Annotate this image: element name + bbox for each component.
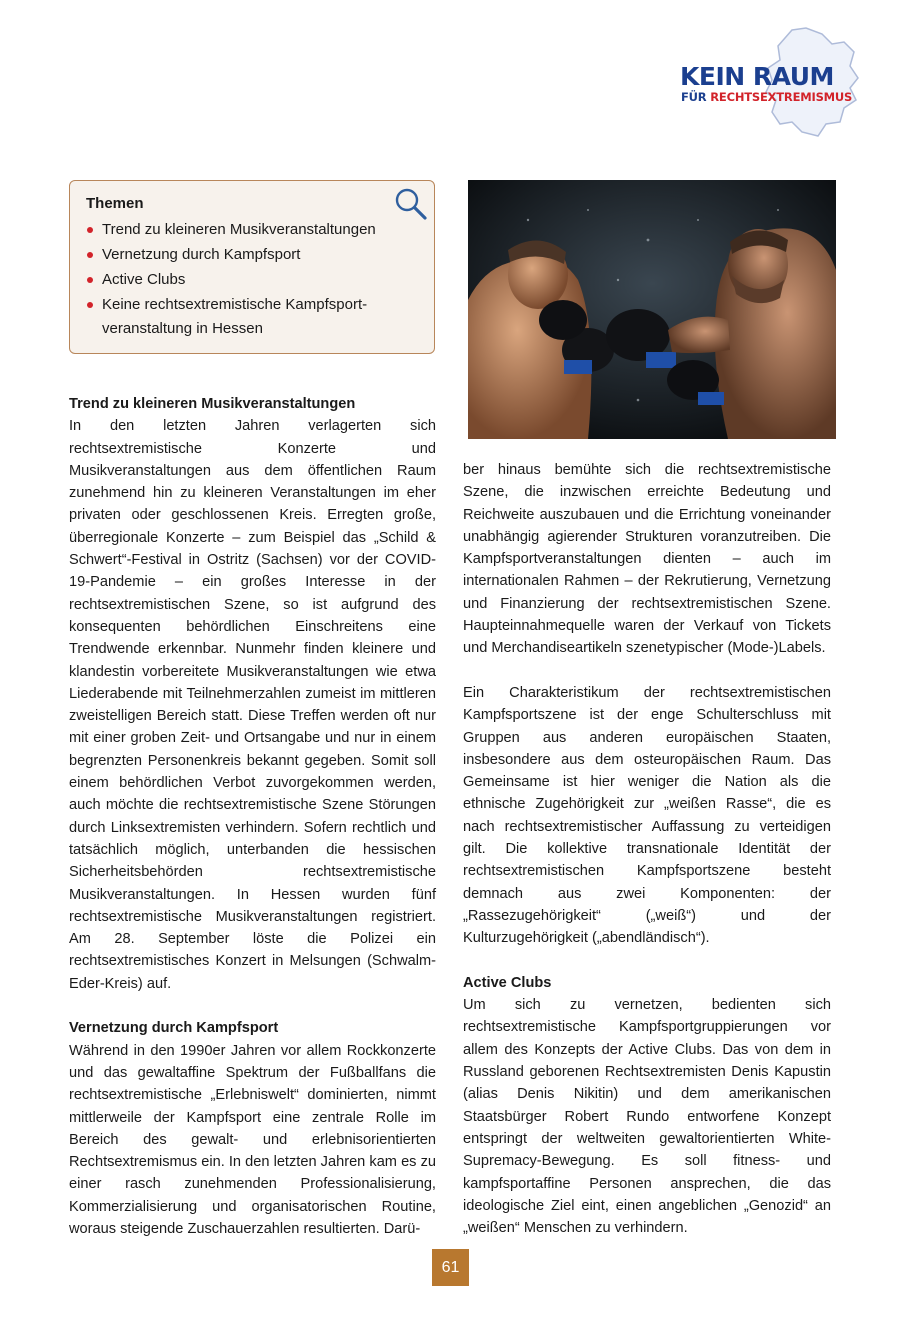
- page-number: 61: [432, 1249, 469, 1286]
- logo-subtitle-part1: FÜR: [681, 90, 711, 104]
- paragraph-kampfsport-cont: ber hinaus bemühte sich die rechtsextremistische Szene, die inzwischen erreichte Bedeutung und Reichweite auszubauen und die Errichtung voneinander unabhängig agierender Strukturen voranzutreiben. Die Kampfsportveranstaltungen dienten – auch im internationalen Rahmen – der Rekrutierung, Vernetzung und Finanzierung der rechtsextremistischen Szene. Haupteinnahmequelle waren der Verkauf von Tickets und Merchandiseartikeln szenetypischer (Mode-)Labels.: [463, 462, 831, 657]
- heading-musik: Trend zu kleineren Musikveranstaltungen: [69, 396, 356, 412]
- paragraph-musik: In den letzten Jahren verlagerten sich rechtsextremistische Konzerte und Musikveranstaltungen aus dem öffentlichen Raum zunehmend hin zu kleineren Veranstaltungen im eher privaten oder geschlossenen Kreis. Erregten große, überregionale Konzerte – zum Beispiel das „Schild & Schwert“-Festival in Ostritz (Sachsen) vor der COVID-19-Pandemie – ein großes Interesse in der rechtsextremistischen Szene, so ist aufgrund des konsequenten behördlichen Einschreitens eine Trendwende erkennbar. Nunmehr finden kleinere und klandestin vorbereitete Musikveranstaltungen wie etwa Liederabende mit Teilnehmerzahlen zumeist im mittleren zweistelligen Bereich statt. Diese Treffen werden oft nur mit einer groben Zeit- und Ortsangabe und nur in einem begrenzten Personenkreis bekannt gegeben. Somit soll einem behördlichen Verbot zuvorgekommen werden, auch möchte die rechtsextremistische Szene Störungen durch Linksextremisten verhindern. Sofern rechtlich und tatsächlich möglich, unterbanden die hessischen Sicherheitsbehörden rechtsextremistische Musikveranstaltungen. In Hessen wurden fünf rechtsextremistische Musikveranstaltungen registriert. Am 28. September löste die Polizei ein rechtsextremistisches Konzert in Melsungen (Schwalm-Eder-Kreis) auf.: [69, 418, 436, 992]
- boxing-photo: [468, 180, 836, 439]
- heading-kampfsport: Vernetzung durch Kampfsport: [69, 1020, 279, 1037]
- right-column: [463, 459, 831, 1239]
- logo-subtitle-part2: RECHTSEXTREMISMUS: [710, 90, 853, 104]
- themen-item: Vernetzung durch Kampfsport: [86, 243, 418, 267]
- themen-item: Active Clubs: [86, 268, 418, 292]
- heading-active-clubs: Active Clubs: [463, 974, 552, 991]
- logo-title: KEIN RAUM: [680, 62, 834, 91]
- logo-subtitle: [681, 90, 852, 104]
- magnifier-icon: [394, 187, 428, 221]
- paragraph-active-clubs: Um sich zu vernetzen, bedienten sich rechtsextremistische Kampfsportgruppierungen vor allem des Konzepts der Active Clubs. Das von dem in Russland geborenen Rechtsextremisten Denis Kapustin (alias Denis Nikitin) und dem amerikanischen Staatsbürger Robert Rundo entworfene Konzept entspringt der weltweiten gewaltorientierten White-Supremacy-Bewegung. Es soll fitness- und kampfsportaffine Personen ansprechen, die das ideologische Ziel eint, einen angeblichen „Genozid“ an „weißen“ Menschen zu verhindern.: [463, 997, 831, 1237]
- paragraph-charakteristikum: Ein Charakteristikum der rechtsextremistischen Kampfsportszene ist der enge Schulterschluss mit Gruppen aus anderen europäischen Staaten, insbesondere aus dem osteuropäischen Raum. Das Gemeinsame ist hier weniger die Nation als die ethnische Zugehörigkeit zur „weißen Rasse“, die es nach rechtsextremistischer Auffassung zu verteidigen gilt. Die kollektive transnationale Identität der rechtsextremistischen Kampfsportszene besteht demnach aus zwei Komponenten: der „Rassezugehörigkeit“ („weiß“) und der Kulturzugehörigkeit („abendländisch“).: [463, 684, 831, 947]
- paragraph-kampfsport: Während in den 1990er Jahren vor allem Rockkonzerte und das gewaltaffine Spektrum der Fußballfans die rechtsextremistische „Erlebniswelt“ dominierten, nimmt mittlerweile der Kampfsport eine zentrale Rolle im Bereich des gewalt- und erlebnisorientierten Rechtsextremismus ein. In den letzten Jahren kam es zu einer rasch zunehmenden Professionalisierung, Kommerzialisierung und organisatorischen Routine, woraus steigende Zuschauerzahlen resultierten. Darü-: [69, 1042, 436, 1237]
- themen-item: Trend zu kleineren Musikveranstaltungen: [86, 218, 418, 242]
- themen-title: Themen: [86, 195, 144, 212]
- themen-box: [69, 180, 435, 354]
- themen-item: Keine rechtsextremistische Kampfsport-veranstaltung in Hessen: [86, 293, 382, 341]
- themen-list: [86, 218, 418, 341]
- left-column: [69, 393, 436, 1240]
- boxing-illustration: [468, 180, 836, 439]
- logo: [672, 26, 864, 142]
